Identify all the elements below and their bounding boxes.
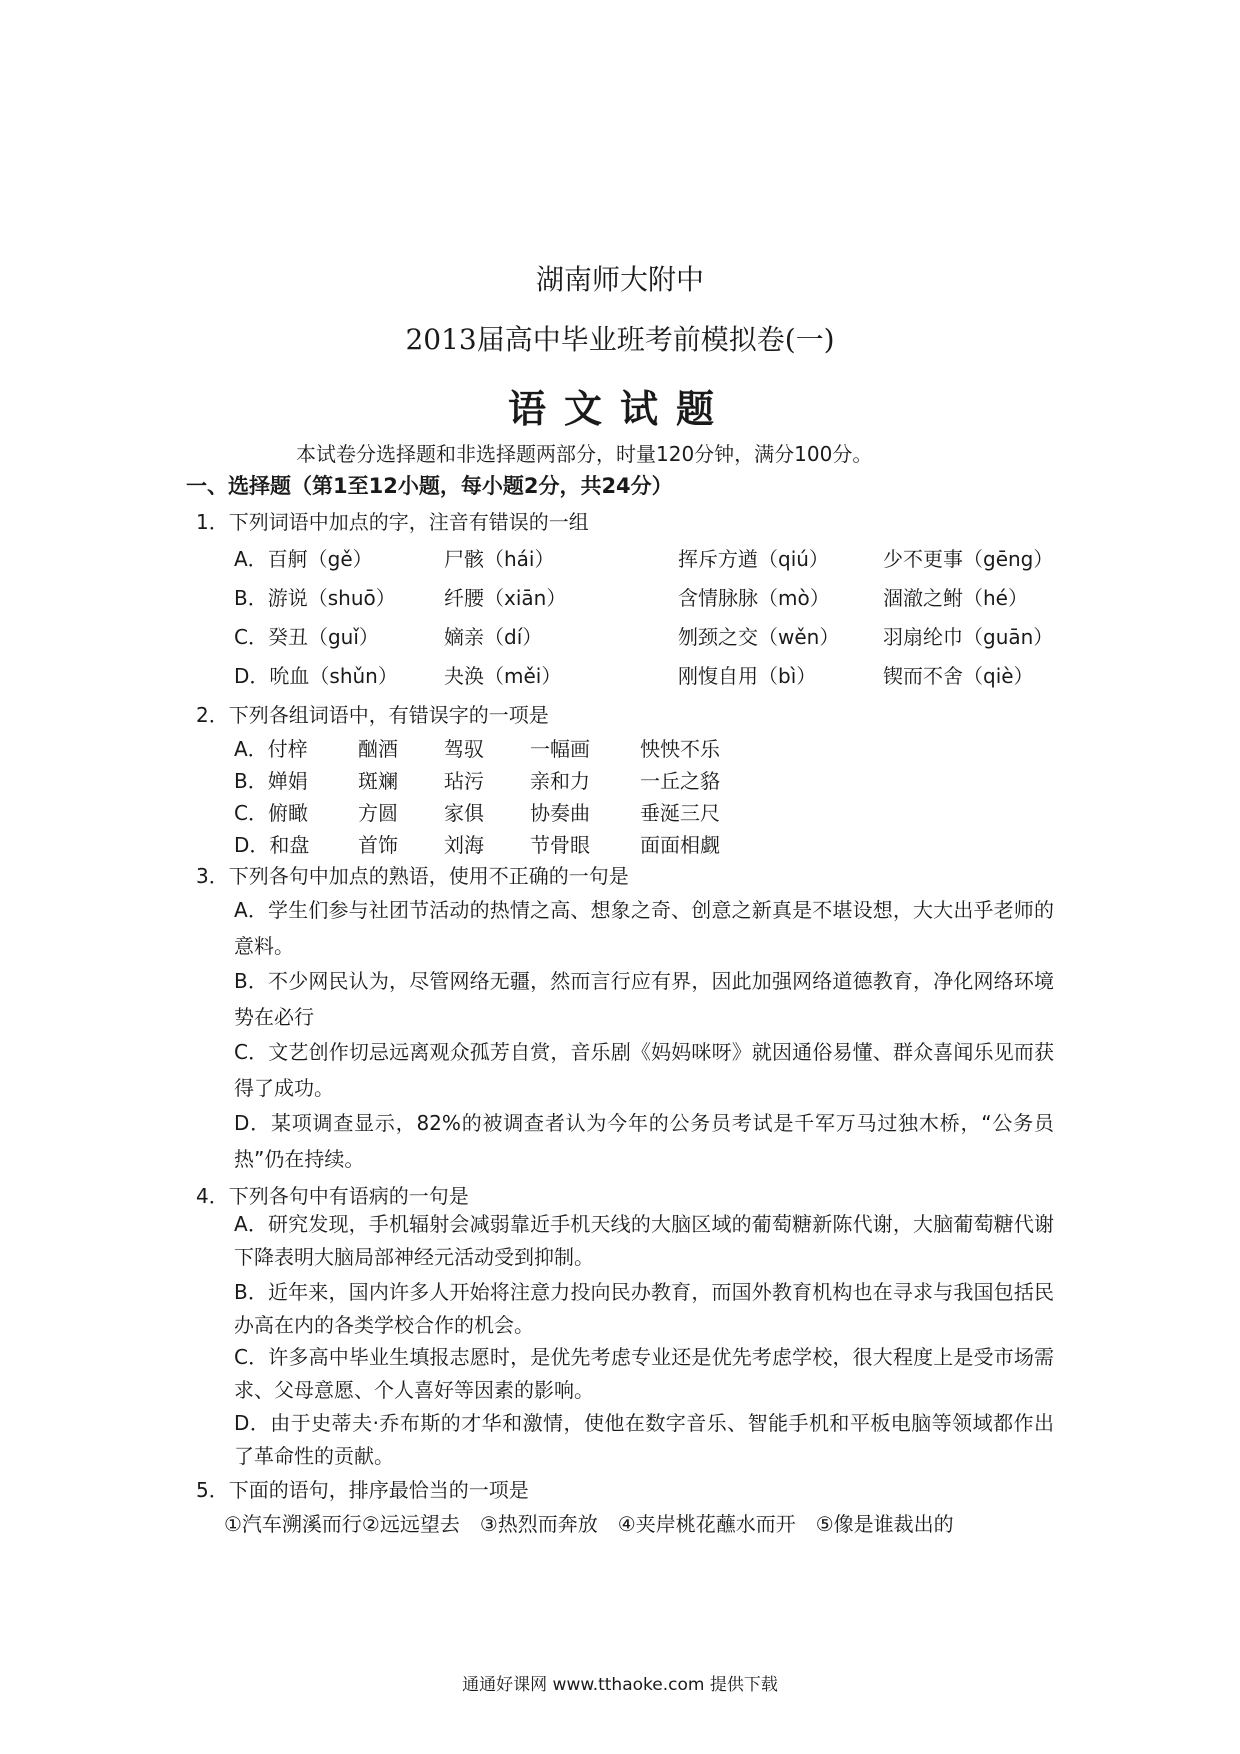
option-cell: D．和盘 bbox=[234, 833, 310, 857]
option-cell: 首饰 bbox=[358, 833, 398, 857]
option-cell: 酗酒 bbox=[358, 737, 398, 761]
question-2-stem: 2．下列各组词语中，有错误字的一项是 bbox=[196, 703, 549, 727]
option-cell: 挥斥方遒（qiú） bbox=[678, 547, 829, 571]
question-5-stem: 5．下面的语句，排序最恰当的一项是 bbox=[196, 1478, 529, 1502]
question-3-option-b: B．不少网民认为，尽管网络无疆，然而言行应有界，因此加强网络道德教育，净化网络环境势在必行 bbox=[234, 969, 1054, 1029]
option-cell: 玷污 bbox=[444, 769, 484, 793]
footer-source: 通通好课网 www.tthaoke.com 提供下载 bbox=[462, 1675, 778, 1695]
question-3-option-a: A．学生们参与社团节活动的热情之高、想象之奇、创意之新真是不堪设想，大大出乎老师的意料。 bbox=[234, 898, 1054, 958]
question-4-option-a: A．研究发现，手机辐射会减弱靠近手机天线的大脑区域的葡萄糖新陈代谢，大脑葡萄糖代谢下降表明大脑局部神经元活动受到抑制。 bbox=[234, 1212, 1054, 1269]
option-cell: 夬涣（měi） bbox=[444, 664, 562, 688]
option-cell: 刚愎自用（bì） bbox=[678, 664, 817, 688]
option-cell: 羽扇纶巾（guān） bbox=[883, 625, 1054, 649]
option-cell: 一幅画 bbox=[530, 737, 590, 761]
option-cell: 一丘之貉 bbox=[640, 769, 720, 793]
option-cell: 方圆 bbox=[358, 801, 398, 825]
option-cell: C．俯瞰 bbox=[234, 801, 308, 825]
question-4-option-c: C．许多高中毕业生填报志愿时，是优先考虑专业还是优先考虑学校，很大程度上是受市场需求、父母意愿、个人喜好等因素的影响。 bbox=[234, 1345, 1054, 1402]
option-cell: 斑斓 bbox=[358, 769, 398, 793]
exam-notice: 本试卷分选择题和非选择题两部分，时量120分钟，满分100分。 bbox=[296, 442, 873, 466]
option-cell: 怏怏不乐 bbox=[640, 737, 720, 761]
option-cell: 含情脉脉（mò） bbox=[678, 586, 830, 610]
option-cell: B．婵娟 bbox=[234, 769, 308, 793]
option-cell: A．付梓 bbox=[234, 737, 308, 761]
option-cell: 刎颈之交（wěn） bbox=[678, 625, 840, 649]
question-3-stem: 3．下列各句中加点的熟语，使用不正确的一句是 bbox=[196, 864, 629, 888]
option-cell: 嫡亲（dí） bbox=[444, 625, 543, 649]
option-cell: 节骨眼 bbox=[530, 833, 590, 857]
question-3-option-d: D．某项调查显示，82%的被调查者认为今年的公务员考试是千军万马过独木桥，“公务员热”仍在持续。 bbox=[234, 1111, 1054, 1171]
subject-title: 语文试题 bbox=[507, 386, 732, 431]
question-3-option-c: C．文艺创作切忌远离观众孤芳自赏，音乐剧《妈妈咪呀》就因通俗易懂、群众喜闻乐见而获得了成功。 bbox=[234, 1040, 1054, 1100]
option-cell: 纤腰（xiān） bbox=[444, 586, 567, 610]
option-cell: 涸澈之鲋（hé） bbox=[883, 586, 1028, 610]
question-4-option-d: D．由于史蒂夫·乔布斯的才华和激情，使他在数字音乐、智能手机和平板电脑等领域都作出了革命性的贡献。 bbox=[234, 1411, 1054, 1468]
option-cell: B．游说（shuō） bbox=[234, 586, 396, 610]
option-cell: 驾驭 bbox=[444, 737, 484, 761]
option-cell: 刘海 bbox=[444, 833, 484, 857]
option-cell: 面面相觑 bbox=[640, 833, 720, 857]
option-cell: C．癸丑（guǐ） bbox=[234, 625, 379, 649]
exam-title: 2013届高中毕业班考前模拟卷(一) bbox=[405, 323, 835, 356]
option-cell: A．百舸（gě） bbox=[234, 547, 373, 571]
option-cell: 亲和力 bbox=[530, 769, 590, 793]
section-heading: 一、选择题（第1至12小题，每小题2分，共24分） bbox=[186, 474, 673, 498]
option-cell: 尸骸（hái） bbox=[444, 547, 555, 571]
school-name: 湖南师大附中 bbox=[535, 263, 704, 296]
option-cell: 垂涎三尺 bbox=[640, 801, 720, 825]
option-cell: D．吮血（shǔn） bbox=[234, 664, 398, 688]
option-cell: 协奏曲 bbox=[530, 801, 590, 825]
question-1-stem: 1．下列词语中加点的字，注音有错误的一组 bbox=[196, 510, 589, 534]
option-cell: 锲而不舍（qiè） bbox=[883, 664, 1034, 688]
question-4-stem: 4．下列各句中有语病的一句是 bbox=[196, 1184, 469, 1208]
question-4-option-b: B．近年来，国内许多人开始将注意力投向民办教育，而国外教育机构也在寻求与我国包括民办高在内的各类学校合作的机会。 bbox=[234, 1280, 1054, 1337]
question-5-sentences: ①汽车溯溪而行②远远望去 ③热烈而奔放 ④夹岸桃花蘸水而开 ⑤像是谁裁出的 bbox=[224, 1512, 954, 1536]
option-cell: 家俱 bbox=[444, 801, 484, 825]
option-cell: 少不更事（gēng） bbox=[883, 547, 1054, 571]
